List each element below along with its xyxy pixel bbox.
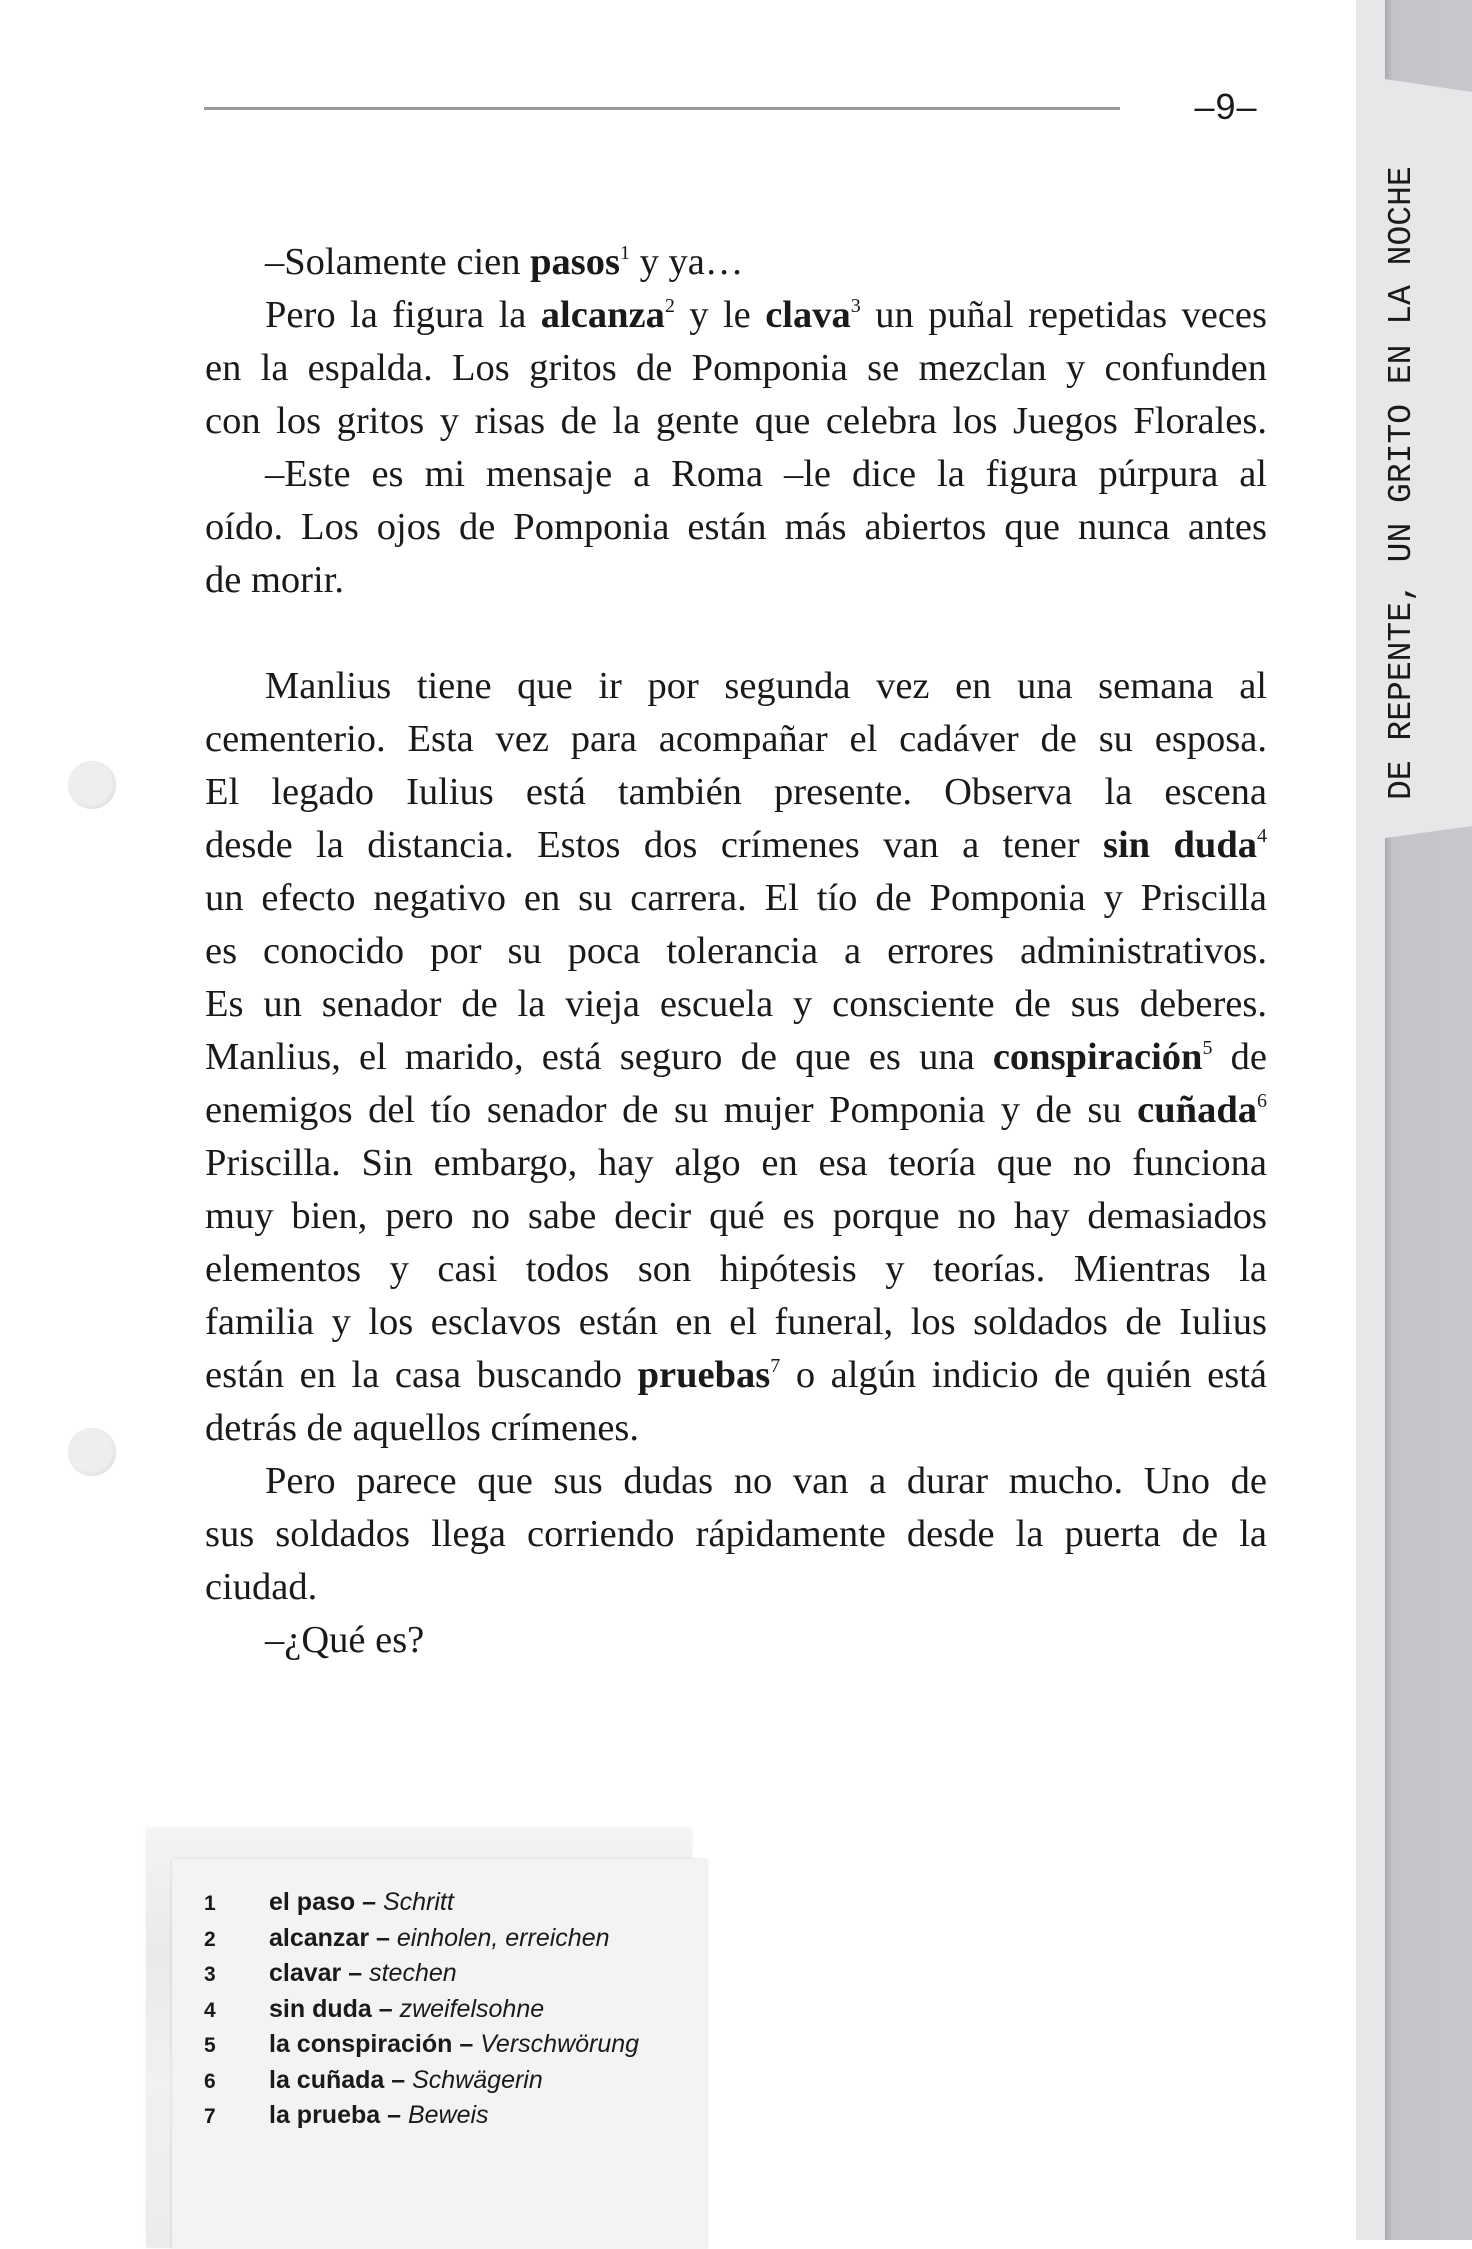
text-run: con los gritos y risas de la gente que celebra los Juegos Florales. — [205, 400, 1267, 442]
glossary-translation: einholen, erreichen — [396, 1923, 610, 1952]
text-run: cementerio. Esta vez para acompañar el cadáver de su esposa. — [205, 718, 1267, 760]
glossary-separator: – — [369, 1923, 397, 1952]
text-run: ciudad. — [205, 1566, 318, 1608]
glossary-separator: – — [355, 1888, 383, 1916]
text-line — [205, 289, 1267, 342]
glossary-separator: – — [380, 2101, 408, 2129]
text-line-content — [205, 1402, 639, 1455]
glossary-number: 1 — [204, 1892, 216, 1915]
text-line — [205, 1508, 1267, 1561]
footnote-marker: 7 — [770, 1355, 781, 1377]
text-run: oído. Los ojos de Pomponia están más abiertos que nunca antes — [205, 506, 1267, 548]
footnote-marker: 4 — [1256, 825, 1267, 847]
text-line-content — [265, 1614, 424, 1667]
text-run: Pero la figura la — [265, 294, 541, 336]
text-run: en la espalda. Los gritos de Pomponia se mezclan y confunden — [205, 347, 1267, 389]
text-line-content — [205, 342, 1267, 395]
text-run: Manlius, el marido, está seguro de que es una — [205, 1036, 993, 1078]
chapter-tab-upper — [1385, 0, 1472, 92]
text-line — [205, 872, 1267, 925]
text-line — [205, 1561, 1267, 1614]
glossary-term: la conspiración — [269, 2030, 453, 2058]
glossary-keyword: cuñada — [1137, 1089, 1257, 1131]
text-line-content — [205, 1243, 1267, 1296]
text-line-content — [205, 766, 1267, 819]
chapter-tab-lower — [1385, 826, 1472, 2240]
glossary-translation: Beweis — [407, 2101, 489, 2129]
text-line — [205, 1243, 1267, 1296]
glossary-separator: – — [371, 1994, 400, 2023]
text-line — [205, 554, 1267, 607]
text-run: un efecto negativo en su carrera. El tío de Pomponia y Priscilla — [205, 877, 1267, 919]
text-run: Pero parece que sus dudas no van a durar mucho. Uno de — [265, 1460, 1267, 1502]
text-line — [205, 448, 1267, 501]
text-run: o algún indicio de quién está — [780, 1354, 1267, 1396]
footnote-marker: 3 — [850, 295, 861, 317]
glossary-number: 7 — [204, 2105, 216, 2128]
text-run: y ya… — [630, 241, 744, 283]
text-line-content — [205, 1508, 1267, 1561]
glossary-keyword: pasos — [530, 241, 621, 283]
glossary-separator: – — [452, 2030, 481, 2058]
paragraph-gap — [205, 607, 1267, 660]
text-run: Priscilla. Sin embargo, hay algo en esa teoría que no funciona — [205, 1142, 1267, 1184]
text-run: –Solamente cien — [265, 241, 531, 283]
text-run: detrás de aquellos crímenes. — [205, 1407, 640, 1449]
glossary-term: sin duda — [269, 1994, 372, 2023]
text-line-content — [265, 236, 743, 289]
glossary-translation: Verschwörung — [480, 2030, 640, 2058]
glossary-term: alcanzar — [269, 1923, 370, 1952]
footnote-marker: 1 — [620, 242, 631, 264]
glossary-item — [200, 1921, 639, 1957]
text-line — [205, 342, 1267, 395]
text-run: un puñal repetidas veces — [860, 294, 1267, 336]
glossary-keyword: pruebas — [637, 1354, 771, 1396]
glossary-number: 6 — [204, 2069, 216, 2093]
text-line — [205, 1190, 1267, 1243]
glossary-term: clavar — [269, 1959, 342, 1987]
text-line — [205, 925, 1267, 978]
text-line — [205, 1402, 1267, 1455]
text-line — [205, 1137, 1267, 1190]
text-line — [205, 1296, 1267, 1349]
page-number: –9– — [1194, 86, 1258, 127]
text-run: Es un senador de la vieja escuela y consciente de sus deberes. — [205, 983, 1267, 1025]
glossary-item — [200, 1956, 639, 1992]
text-line-content — [205, 554, 344, 607]
glossary-keyword: sin duda — [1103, 824, 1257, 866]
text-line — [205, 1031, 1267, 1084]
glossary-term: la prueba — [269, 2101, 381, 2129]
footnote-marker: 6 — [1256, 1090, 1267, 1112]
text-run: de — [1212, 1036, 1267, 1078]
text-line — [205, 395, 1267, 448]
text-line-content — [205, 978, 1267, 1031]
glossary-term: el paso — [269, 1888, 356, 1916]
text-run: y le — [674, 294, 766, 336]
binder-hole-top — [68, 761, 116, 809]
text-line-content — [205, 501, 1267, 554]
text-line — [205, 978, 1267, 1031]
text-line-content — [265, 448, 1267, 501]
glossary-number: 2 — [204, 1927, 216, 1951]
text-run: familia y los esclavos están en el funeral, los soldados de Iulius — [205, 1301, 1267, 1343]
text-line-content — [205, 925, 1267, 978]
text-run: muy bien, pero no sabe decir qué es porque no hay demasiados — [205, 1195, 1267, 1237]
text-run: Manlius tiene que ir por segunda vez en una semana al — [265, 665, 1267, 707]
text-line — [205, 1455, 1267, 1508]
text-line — [205, 713, 1267, 766]
text-line — [205, 1084, 1267, 1137]
text-line-content — [205, 1561, 317, 1614]
text-line-content — [205, 872, 1267, 925]
text-line-content — [205, 1137, 1267, 1190]
glossary-item — [200, 2063, 639, 2099]
glossary-translation: Schwägerin — [412, 2065, 543, 2094]
glossary-item — [200, 2027, 639, 2063]
glossary-number: 3 — [204, 1963, 216, 1986]
glossary-keyword: alcanza — [540, 294, 665, 336]
text-line-content — [205, 1349, 1267, 1402]
glossary-item — [200, 1992, 639, 2028]
text-run: elementos y casi todos son hipótesis y teorías. Mientras la — [205, 1248, 1267, 1290]
text-run: están en la casa buscando — [205, 1354, 638, 1396]
text-line-content — [205, 395, 1267, 448]
text-run: de morir. — [205, 559, 344, 601]
text-run: –Este es mi mensaje a Roma –le dice la figura púrpura al — [265, 453, 1267, 495]
text-run: sus soldados llega corriendo rápidamente desde la puerta de la — [205, 1513, 1267, 1555]
header-rule — [204, 107, 1120, 110]
glossary-separator: – — [384, 2065, 413, 2094]
text-line — [205, 501, 1267, 554]
story-text — [205, 236, 1267, 1667]
text-run: –¿Qué es? — [265, 1619, 425, 1661]
glossary-term: la cuñada — [269, 2065, 385, 2094]
text-line — [205, 766, 1267, 819]
text-line-content — [205, 1031, 1267, 1084]
text-run: enemigos del tío senador de su mujer Pomponia y de su — [205, 1089, 1138, 1131]
text-line-content — [265, 1455, 1267, 1508]
text-line-content — [265, 289, 1267, 342]
footnote-marker: 5 — [1202, 1037, 1213, 1059]
text-line-content — [205, 1296, 1267, 1349]
text-run: es conocido por su poca tolerancia a errores administrativos. — [205, 930, 1267, 972]
text-line-content — [205, 1190, 1267, 1243]
text-line — [205, 1349, 1267, 1402]
text-line — [205, 1614, 1267, 1667]
glossary-keyword: conspiración — [992, 1036, 1203, 1078]
text-run: El legado Iulius está también presente. Observa la escena — [205, 771, 1267, 813]
text-line-content — [205, 819, 1267, 872]
text-line-content — [205, 1084, 1267, 1137]
glossary-keyword: clava — [765, 294, 851, 336]
text-run: desde la distancia. Estos dos crímenes van a tener — [205, 824, 1103, 866]
text-line-content — [265, 660, 1267, 713]
text-line — [205, 236, 1267, 289]
glossary-separator: – — [341, 1959, 370, 1987]
text-line-content — [205, 713, 1267, 766]
text-line — [205, 819, 1267, 872]
binder-hole-bottom — [68, 1428, 116, 1476]
glossary-list — [200, 1885, 639, 2134]
footnote-marker: 2 — [664, 295, 675, 317]
glossary-translation: zweifelsohne — [399, 1994, 545, 2023]
chapter-side-title: DE REPENTE, UN GRITO EN LA NOCHE — [1383, 166, 1420, 800]
glossary-item — [200, 1885, 639, 1921]
glossary-translation: Schritt — [382, 1888, 454, 1916]
glossary-item — [200, 2098, 639, 2134]
glossary-number: 5 — [204, 2034, 216, 2057]
glossary-translation: stechen — [369, 1959, 457, 1987]
text-line — [205, 660, 1267, 713]
glossary-number: 4 — [204, 1998, 216, 2022]
